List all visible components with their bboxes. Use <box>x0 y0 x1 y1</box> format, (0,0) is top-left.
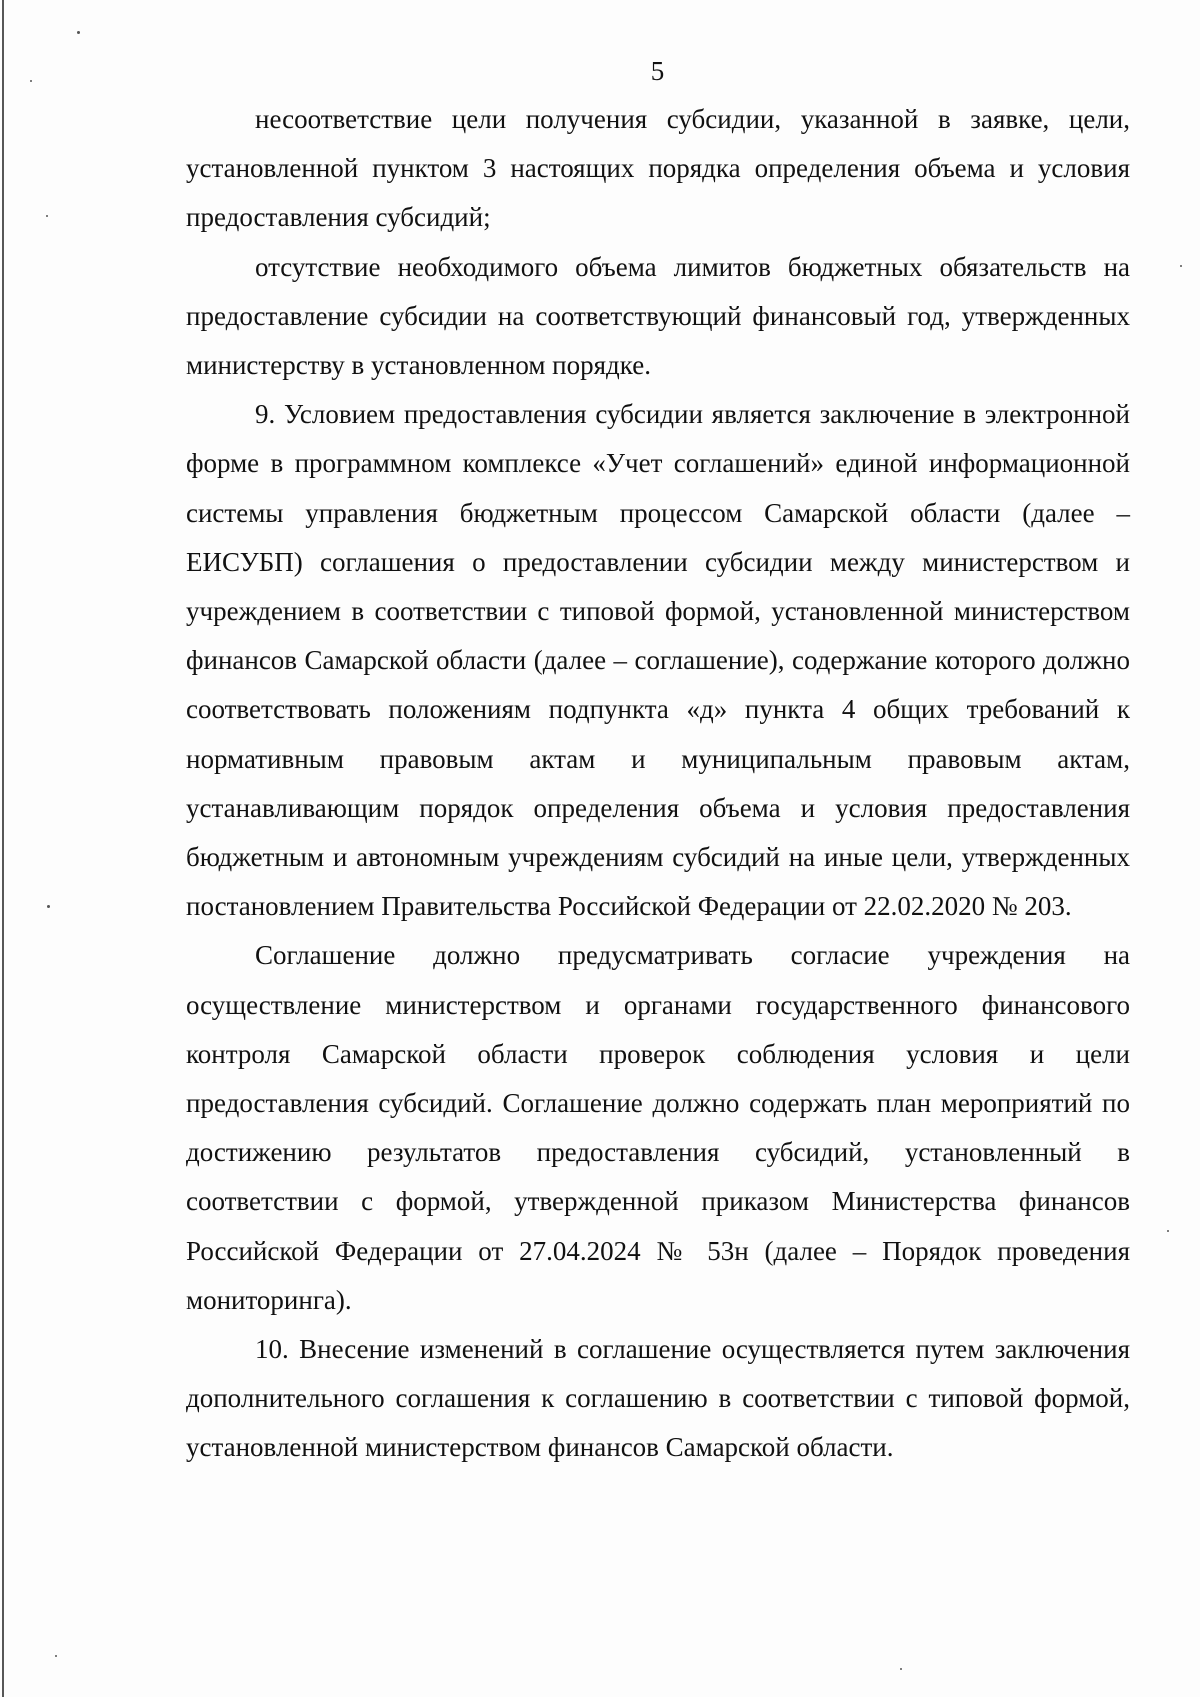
scan-speck <box>900 1668 902 1670</box>
page-number: 5 <box>650 56 665 86</box>
scan-speck <box>1180 265 1182 267</box>
paragraph-condition-mismatch: несоответствие цели получения субсидии, указанной в заявке, цели, установленной пунктом 3 настоящих порядка определения объема и условия предоставления субсидий; <box>186 104 1130 233</box>
paragraph-budget-limits: отсутствие необходимого объема лимитов бюджетных обязательств на предоставление субсидии на соответствующий финансовый год, утвержденных министерству в установленном порядке. <box>186 251 1130 381</box>
scan-left-edge <box>2 0 4 1697</box>
paragraph-clause-9: 9. Условием предоставления субсидии является заключение в электронной форме в программном комплексе «Учет соглашений» единой информационной системы управления бюджетным процессом Самарской области (далее – ЕИСУБП) соглашения о предоставлении субсидии между министерством и учреждением в соответствии с типовой формой, установленной министерством финансов Самарской области (далее – соглашение), содержание которого должно соответствовать положениям подпункта «д» пункта 4 общих требований к нормативным правовым актам и муниципальным правовым актам, устанавливающим порядок определения объема и условия предоставления бюджетным и автономным учреждениям субсидий на иные цели, утвержденных постановлением Правительства Российской Федерации от 22.02.2020 № 203. <box>186 399 1130 922</box>
scan-speck <box>46 215 48 217</box>
paragraph-agreement-terms: Соглашение должно предусматривать согласие учреждения на осуществление министерством и органами государственного финансового контроля Самарской области проверок соблюдения условия и цели предоставления субсидий. Соглашение должно содержать план мероприятий по достижению результатов предоставления субсидий, установленный в соответствии с формой, утвержденной приказом Министерства финансов Российской Федерации от 27.04.2024 № 53н (далее – Порядок проведения мониторинга). <box>186 940 1130 1315</box>
document-body <box>186 95 1130 1473</box>
scan-speck <box>55 1655 57 1657</box>
paragraph-clause-10: 10. Внесение изменений в соглашение осуществляется путем заключения дополнительного соглашения к соглашению в соответствии с типовой формой, установленной министерством финансов Самарской области. <box>186 1334 1130 1463</box>
scan-speck <box>47 905 50 908</box>
scan-speck <box>1167 1230 1169 1232</box>
scan-speck <box>77 31 80 34</box>
